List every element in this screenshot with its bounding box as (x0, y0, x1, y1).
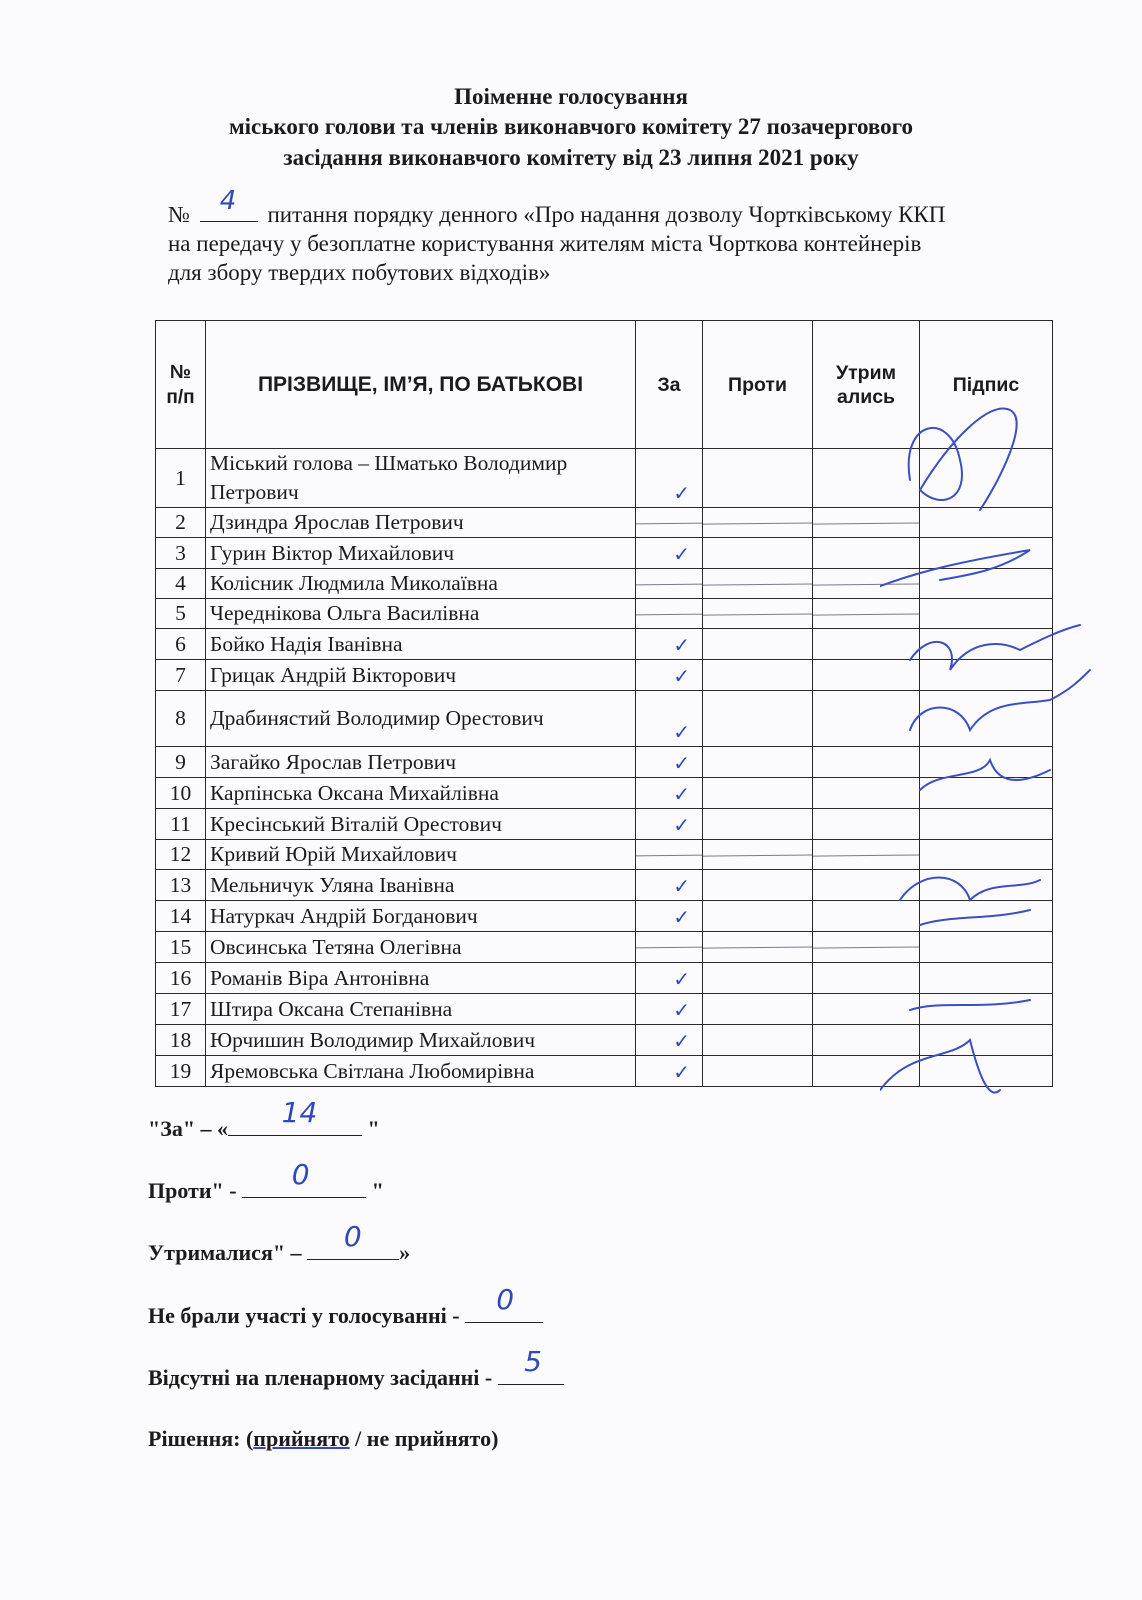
vote-for-cell (636, 569, 703, 599)
vote-check-mark: ✓ (673, 1029, 690, 1053)
vote-check-mark: ✓ (673, 481, 690, 505)
table-row (156, 449, 1053, 508)
no-vote-dash (703, 613, 813, 615)
agenda-question (168, 186, 1080, 287)
vote-check-mark: ✓ (673, 967, 690, 991)
vote-abstain-cell (813, 901, 920, 932)
tally-abstained-end: » (399, 1240, 411, 1265)
table-row (156, 599, 1053, 629)
vote-against-cell (703, 994, 813, 1025)
question-text-line1: питання порядку денного «Про надання дозволу Чортківському ККП (267, 202, 946, 227)
doc-title-line3: засідання виконавчого комітету від 23 липня 2021 року (283, 145, 859, 170)
vote-against-cell (703, 1056, 813, 1087)
member-name: Натуркач Андрій Богданович (206, 901, 636, 932)
question-number: 4 (219, 186, 237, 216)
member-name: Кривий Юрій Михайлович (206, 840, 636, 870)
member-name: Грицак Андрій Вікторович (206, 660, 636, 691)
vote-abstain-cell (813, 1025, 920, 1056)
no-vote-dash (813, 613, 920, 615)
vote-for-cell (636, 932, 703, 963)
vote-abstain-cell (813, 932, 920, 963)
tally-for-value: 14 (281, 1096, 318, 1129)
row-number: 17 (156, 994, 206, 1025)
signature-cell (920, 778, 1053, 809)
vote-against-cell (703, 840, 813, 870)
vote-abstain-cell (813, 778, 920, 809)
member-name: Овсинська Тетяна Олегівна (206, 932, 636, 963)
tally-absent (148, 1345, 564, 1392)
table-row (156, 778, 1053, 809)
vote-against-cell (703, 747, 813, 778)
tally-not-voted-value: 0 (496, 1283, 515, 1316)
row-number: 5 (156, 599, 206, 629)
table-row (156, 1025, 1053, 1056)
vote-for-cell (636, 809, 703, 840)
vote-against-cell (703, 691, 813, 747)
vote-abstain-cell (813, 629, 920, 660)
member-name: Драбинястий Володимир Орестович (206, 691, 636, 747)
decision-rest: / не прийнято) (349, 1426, 499, 1451)
doc-title-line2: міського голови та членів виконавчого комітету 27 позачергового (228, 114, 914, 139)
vote-for-cell (636, 538, 703, 569)
member-name: Загайко Ярослав Петрович (206, 747, 636, 778)
vote-check-mark: ✓ (673, 633, 690, 657)
question-number-field (200, 186, 258, 222)
header-abstained: Утрим ались (813, 321, 920, 449)
no-vote-dash (703, 583, 813, 585)
vote-for-cell (636, 660, 703, 691)
header-number: № п/п (156, 321, 206, 449)
table-row (156, 508, 1053, 538)
tally-for-field (228, 1096, 362, 1136)
tally-not-voted-field (465, 1283, 543, 1323)
vote-abstain-cell (813, 538, 920, 569)
vote-against-cell (703, 508, 813, 538)
signature-cell (920, 870, 1053, 901)
no-vote-dash (813, 583, 920, 585)
vote-abstain-cell (813, 449, 920, 508)
table-row (156, 870, 1053, 901)
vote-for-cell (636, 508, 703, 538)
vote-abstain-cell (813, 599, 920, 629)
no-vote-dash (636, 854, 703, 856)
vote-for-cell (636, 691, 703, 747)
vote-check-mark: ✓ (673, 998, 690, 1022)
vote-check-mark: ✓ (673, 720, 690, 744)
tally-absent-field (498, 1345, 564, 1385)
signature-cell (920, 449, 1053, 508)
vote-abstain-cell (813, 994, 920, 1025)
vote-against-cell (703, 901, 813, 932)
row-number: 13 (156, 870, 206, 901)
no-vote-dash (813, 522, 920, 524)
member-name: Кресінський Віталій Орестович (206, 809, 636, 840)
vote-check-mark: ✓ (673, 664, 690, 688)
signature-cell (920, 1025, 1053, 1056)
tally-against-end: " (366, 1178, 384, 1203)
vote-abstain-cell (813, 963, 920, 994)
vote-abstain-cell (813, 1056, 920, 1087)
signature-cell (920, 994, 1053, 1025)
table-row (156, 569, 1053, 599)
vote-abstain-cell (813, 660, 920, 691)
tally-against-label: Проти" - (148, 1178, 243, 1203)
signature-cell (920, 569, 1053, 599)
row-number: 12 (156, 840, 206, 870)
tally-not-voted-label: Не брали участі у голосуванні - (148, 1303, 466, 1328)
vote-abstain-cell (813, 569, 920, 599)
no-vote-dash (813, 946, 920, 948)
no-vote-dash (636, 522, 703, 524)
header-name: ПРІЗВИЩЕ, ІМ’Я, ПО БАТЬКОВІ (206, 321, 636, 449)
vote-check-mark: ✓ (673, 905, 690, 929)
vote-against-cell (703, 538, 813, 569)
member-name: Романів Віра Антонівна (206, 963, 636, 994)
vote-check-mark: ✓ (673, 542, 690, 566)
tally-against-value: 0 (291, 1158, 310, 1191)
member-name: Гурин Віктор Михайлович (206, 538, 636, 569)
vote-against-cell (703, 1025, 813, 1056)
signature-cell (920, 747, 1053, 778)
vote-for-cell (636, 901, 703, 932)
member-name: Череднікова Ольга Василівна (206, 599, 636, 629)
signature-cell (920, 932, 1053, 963)
vote-against-cell (703, 932, 813, 963)
signature-cell (920, 809, 1053, 840)
member-name: Колісник Людмила Миколаївна (206, 569, 636, 599)
vote-against-cell (703, 809, 813, 840)
vote-check-mark: ✓ (673, 874, 690, 898)
member-name: Мельничук Уляна Іванівна (206, 870, 636, 901)
row-number: 10 (156, 778, 206, 809)
signature-cell (920, 1056, 1053, 1087)
row-number: 9 (156, 747, 206, 778)
signature-cell (920, 963, 1053, 994)
vote-abstain-cell (813, 747, 920, 778)
signature-cell (920, 901, 1053, 932)
tally-absent-label: Відсутні на пленарному засіданні - (148, 1365, 498, 1390)
vote-check-mark: ✓ (673, 1060, 690, 1084)
row-number: 19 (156, 1056, 206, 1087)
no-vote-dash (636, 613, 703, 615)
question-text-line2: на передачу у безоплатне користування жителям міста Чорткова контейнерів (168, 231, 922, 256)
row-number: 16 (156, 963, 206, 994)
signature-cell (920, 840, 1053, 870)
vote-for-cell (636, 599, 703, 629)
vote-for-cell (636, 1025, 703, 1056)
row-number: 2 (156, 508, 206, 538)
decision-label: Рішення: ( (148, 1426, 254, 1451)
signature-cell (920, 599, 1053, 629)
decision (148, 1425, 498, 1453)
table-row (156, 963, 1053, 994)
table-row (156, 660, 1053, 691)
no-vote-dash (813, 854, 920, 856)
member-name: Карпінська Оксана Михайлівна (206, 778, 636, 809)
row-number: 15 (156, 932, 206, 963)
no-vote-dash (703, 522, 813, 524)
row-number: 18 (156, 1025, 206, 1056)
row-number: 8 (156, 691, 206, 747)
row-number: 11 (156, 809, 206, 840)
table-row (156, 1056, 1053, 1087)
header-signature: Підпис (920, 321, 1053, 449)
vote-for-cell (636, 747, 703, 778)
vote-against-cell (703, 870, 813, 901)
tally-abstained-value: 0 (343, 1220, 362, 1253)
table-row (156, 932, 1053, 963)
row-number: 1 (156, 449, 206, 508)
vote-check-mark: ✓ (673, 782, 690, 806)
tally-abstained (148, 1220, 411, 1267)
row-number: 7 (156, 660, 206, 691)
decision-accepted: прийнято (253, 1426, 350, 1451)
table-row (156, 994, 1053, 1025)
member-name: Дзиндра Ярослав Петрович (206, 508, 636, 538)
tally-abstained-field (307, 1220, 399, 1260)
question-prefix: № (168, 202, 190, 227)
vote-for-cell (636, 629, 703, 660)
table-row (156, 747, 1053, 778)
tally-for-end: " (362, 1116, 380, 1141)
tally-against-field (242, 1158, 366, 1198)
vote-against-cell (703, 963, 813, 994)
vote-for-cell (636, 778, 703, 809)
row-number: 3 (156, 538, 206, 569)
question-text-line3: для збору твердих побутових відходів» (168, 260, 551, 285)
vote-table (155, 320, 1053, 1087)
vote-for-cell (636, 1056, 703, 1087)
tally-against (148, 1158, 384, 1205)
tally-not-voted (148, 1283, 543, 1330)
vote-abstain-cell (813, 691, 920, 747)
member-name: Яремовська Світлана Любомирівна (206, 1056, 636, 1087)
vote-for-cell (636, 449, 703, 508)
signature-cell (920, 538, 1053, 569)
table-row (156, 809, 1053, 840)
member-name: Міський голова – Шматько Володимир Петрович (206, 449, 636, 508)
header-for: За (636, 321, 703, 449)
no-vote-dash (703, 854, 813, 856)
vote-for-cell (636, 840, 703, 870)
signature-cell (920, 629, 1053, 660)
signature-cell (920, 660, 1053, 691)
vote-against-cell (703, 660, 813, 691)
member-name: Бойко Надія Іванівна (206, 629, 636, 660)
vote-abstain-cell (813, 870, 920, 901)
row-number: 14 (156, 901, 206, 932)
table-row (156, 538, 1053, 569)
no-vote-dash (636, 947, 703, 949)
signature-cell (920, 691, 1053, 747)
vote-against-cell (703, 778, 813, 809)
member-name: Штира Оксана Степанівна (206, 994, 636, 1025)
member-name: Юрчишин Володимир Михайлович (206, 1025, 636, 1056)
tally-abstained-label: Утрималися" – (148, 1240, 308, 1265)
vote-for-cell (636, 870, 703, 901)
vote-against-cell (703, 569, 813, 599)
header-against: Проти (703, 321, 813, 449)
vote-check-mark: ✓ (673, 813, 690, 837)
vote-against-cell (703, 629, 813, 660)
row-number: 6 (156, 629, 206, 660)
table-row (156, 629, 1053, 660)
vote-abstain-cell (813, 508, 920, 538)
vote-against-cell (703, 599, 813, 629)
no-vote-dash (703, 946, 813, 948)
vote-check-mark: ✓ (673, 751, 690, 775)
tally-for (148, 1096, 380, 1143)
table-row (156, 901, 1053, 932)
vote-for-cell (636, 963, 703, 994)
tally-absent-value: 5 (524, 1345, 542, 1378)
no-vote-dash (636, 583, 703, 585)
row-number: 4 (156, 569, 206, 599)
table-row (156, 840, 1053, 870)
vote-for-cell (636, 994, 703, 1025)
tally-for-label: "За" – « (148, 1116, 229, 1141)
table-row (156, 691, 1053, 747)
doc-title-line1: Поіменне голосування (454, 84, 688, 109)
vote-against-cell (703, 449, 813, 508)
signature-cell (920, 508, 1053, 538)
vote-abstain-cell (813, 840, 920, 870)
vote-abstain-cell (813, 809, 920, 840)
